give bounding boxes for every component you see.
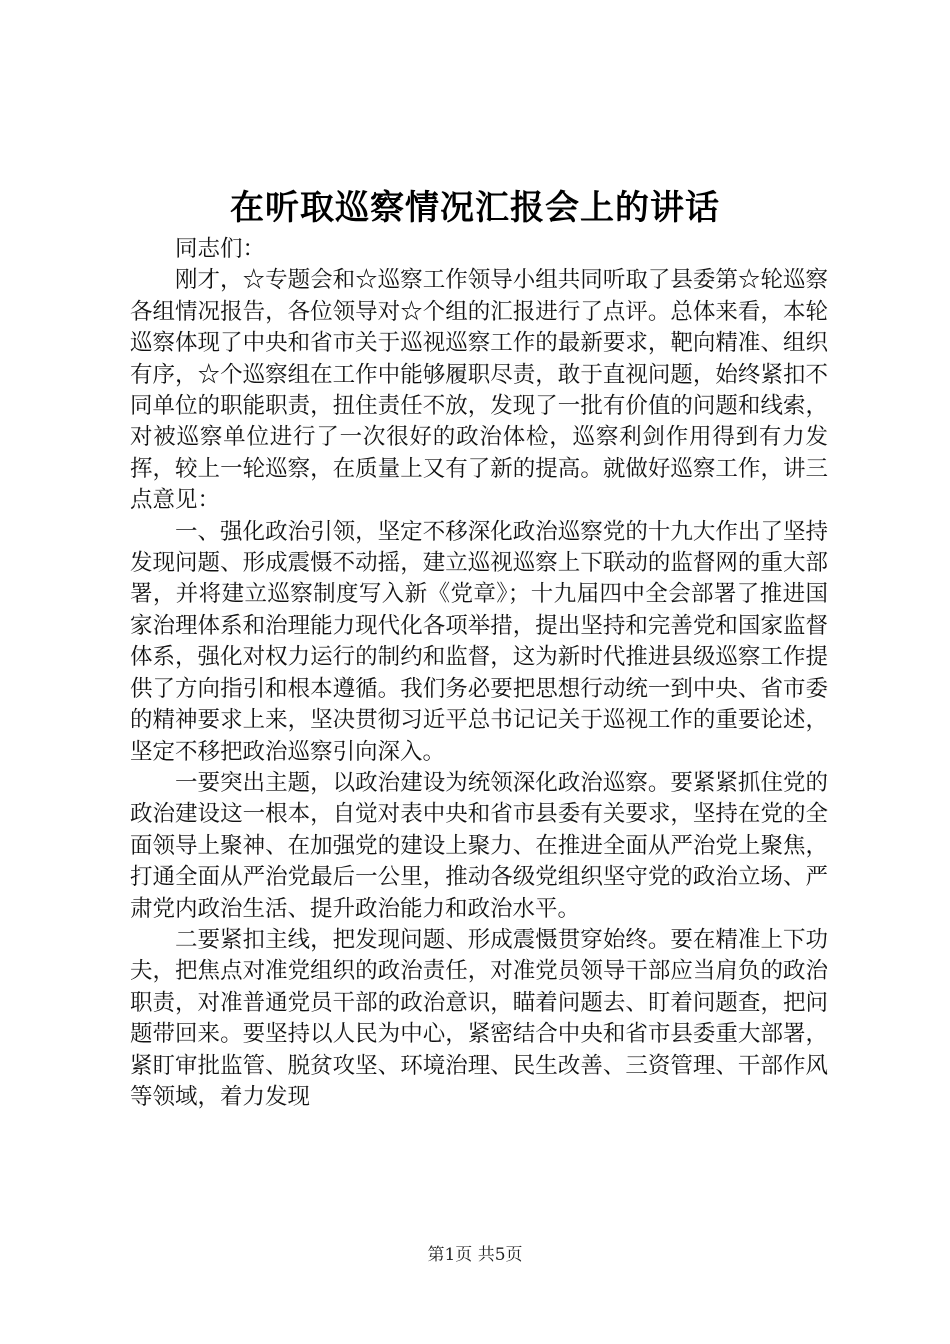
body-paragraph: 一、强化政治引领，坚定不移深化政治巡察党的十九大作出了坚持发现问题、形成震慑不动摇，建立巡视巡察上下联动的监督网的重大部署，并将建立巡察制度写入新《党章》；十九届四中全会部署了推进国家治理体系和治理能力现代化各项举措，提出坚持和完善党和国家监督体系，强化对权力运行的制约和监督，这为新时代推进县级巡察工作提供了方向指引和根本遵循。我们务必要把思想行动统一到中央、省市委的精神要求上来，坚决贯彻习近平总书记记关于巡视工作的重要论述，坚定不移把政治巡察引向深入。 [130, 518, 828, 765]
salutation-paragraph: 同志们： [175, 236, 266, 262]
body-paragraph: 刚才，☆专题会和☆巡察工作领导小组共同听取了县委第☆轮巡察各组情况报告，各位领导对☆个组的汇报进行了点评。总体来看，本轮巡察体现了中央和省市关于巡视巡察工作的最新要求，靶向精准、组织有序，☆个巡察组在工作中能够履职尽责，敢于直视问题，始终紧扣不同单位的职能职责，扭住责任不放，发现了一批有价值的问题和线索，对被巡察单位进行了一次很好的政治体检，巡察利剑作用得到有力发挥，较上一轮巡察，在质量上又有了新的提高。就做好巡察工作，讲三点意见： [130, 267, 828, 514]
page-footer: 第1页 共5页 [427, 1245, 523, 1265]
body-paragraph: 一要突出主题，以政治建设为统领深化政治巡察。要紧紧抓住党的政治建设这一根本，自觉对表中央和省市县委有关要求，坚持在党的全面领导上聚神、在加强党的建设上聚力、在推进全面从严治党上聚焦，打通全面从严治党最后一公里，推动各级党组织坚守党的政治立场、严肃党内政治生活、提升政治能力和政治水平。 [130, 769, 828, 922]
body-paragraph: 二要紧扣主线，把发现问题、形成震慑贯穿始终。要在精准上下功夫，把焦点对准党组织的政治责任，对准党员领导干部应当肩负的政治职责，对准普通党员干部的政治意识，瞄着问题去、盯着问题查，把问题带回来。要坚持以人民为中心，紧密结合中央和省市县委重大部署，紧盯审批监管、脱贫攻坚、环境治理、民生改善、三资管理、干部作风等领域，着力发现 [130, 926, 828, 1110]
document-body [130, 234, 828, 1113]
document-title: 在听取巡察情况汇报会上的讲话 [230, 188, 720, 228]
